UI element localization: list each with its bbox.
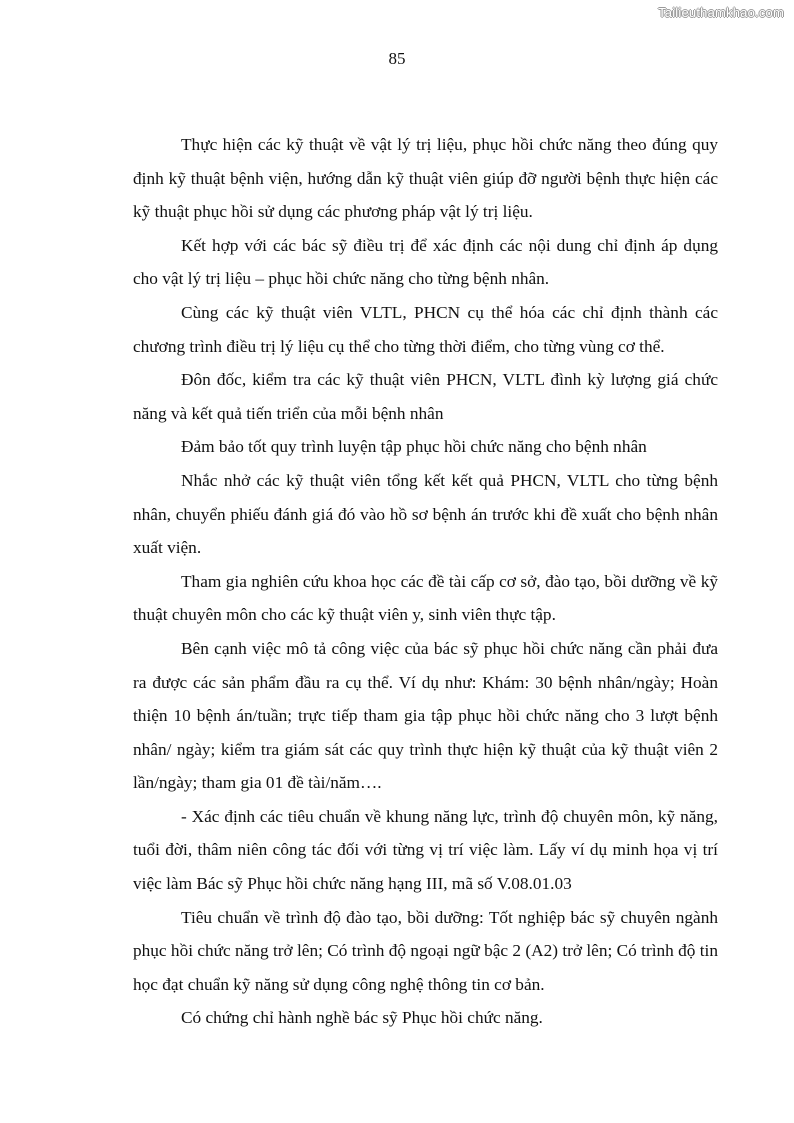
page-number: 85 bbox=[388, 49, 406, 68]
paragraph-4: Đôn đốc, kiểm tra các kỹ thuật viên PHCN, VLTL đình kỳ lượng giá chức năng và kết quả tiến triển của mỗi bệnh nhân bbox=[133, 370, 718, 423]
paragraph-10: Tiêu chuẩn về trình độ đào tạo, bồi dưỡng: Tốt nghiệp bác sỹ chuyên ngành phục hồi chức năng trở lên; Có trình độ ngoại ngữ bậc 2 (A2) trở lên; Có trình độ tin học đạt chuẩn kỹ năng sử dụng công nghệ thông tin cơ bản. bbox=[133, 907, 718, 994]
paragraph-6: Nhắc nhở các kỹ thuật viên tổng kết kết quả PHCN, VLTL cho từng bệnh nhân, chuyển phiếu đánh giá đó vào hồ sơ bệnh án trước khi đề xuất cho bệnh nhân xuất viện. bbox=[133, 470, 718, 558]
paragraph-9: - Xác định các tiêu chuẩn về khung năng lực, trình độ chuyên môn, kỹ năng, tuổi đời, thâm niên công tác đối với từng vị trí việc làm. Lấy ví dụ minh họa vị trí việc làm Bác sỹ Phục hồi chức năng hạng III, mã số V.08.01.03 bbox=[133, 806, 718, 894]
paragraph-8: Bên cạnh việc mô tả công việc của bác sỹ phục hồi chức năng cần phải đưa ra được các sản phẩm đầu ra cụ thể. Ví dụ như: Khám: 30 bệnh nhân/ngày; Hoàn thiện 10 bệnh án/tuần; trực tiếp tham gia tập phục hồi chức năng cho 3 lượt bệnh nhân/ ngày; kiểm tra giám sát các quy trình thực hiện kỹ thuật của kỹ thuật viên 2 lần/ngày; tham gia 01 đề tài/năm…. bbox=[133, 638, 718, 793]
paragraph-5: Đảm bảo tốt quy trình luyện tập phục hồi chức năng cho bệnh nhân bbox=[181, 437, 647, 457]
paragraph-11: Có chứng chỉ hành nghề bác sỹ Phục hồi chức năng. bbox=[181, 1008, 543, 1028]
document-body bbox=[133, 128, 718, 1035]
paragraph-2: Kết hợp với các bác sỹ điều trị để xác định các nội dung chỉ định áp dụng cho vật lý trị liệu – phục hồi chức năng cho từng bệnh nhân. bbox=[133, 235, 718, 289]
paragraph-7: Tham gia nghiên cứu khoa học các đề tài cấp cơ sở, đào tạo, bồi dưỡng về kỹ thuật chuyên môn cho các kỹ thuật viên y, sinh viên thực tập. bbox=[133, 571, 718, 625]
paragraph-3: Cùng các kỹ thuật viên VLTL, PHCN cụ thể hóa các chỉ định thành các chương trình điều trị lý liệu cụ thể cho từng thời điểm, cho từng vùng cơ thể. bbox=[133, 302, 718, 356]
watermark-text: Tailieuthamkhao.com bbox=[658, 5, 784, 20]
paragraph-1: Thực hiện các kỹ thuật về vật lý trị liệu, phục hồi chức năng theo đúng quy định kỹ thuật bệnh viện, hướng dẫn kỹ thuật viên giúp đỡ người bệnh thực hiện các kỹ thuật phục hồi sử dụng các phương pháp vật lý trị liệu. bbox=[133, 135, 718, 222]
